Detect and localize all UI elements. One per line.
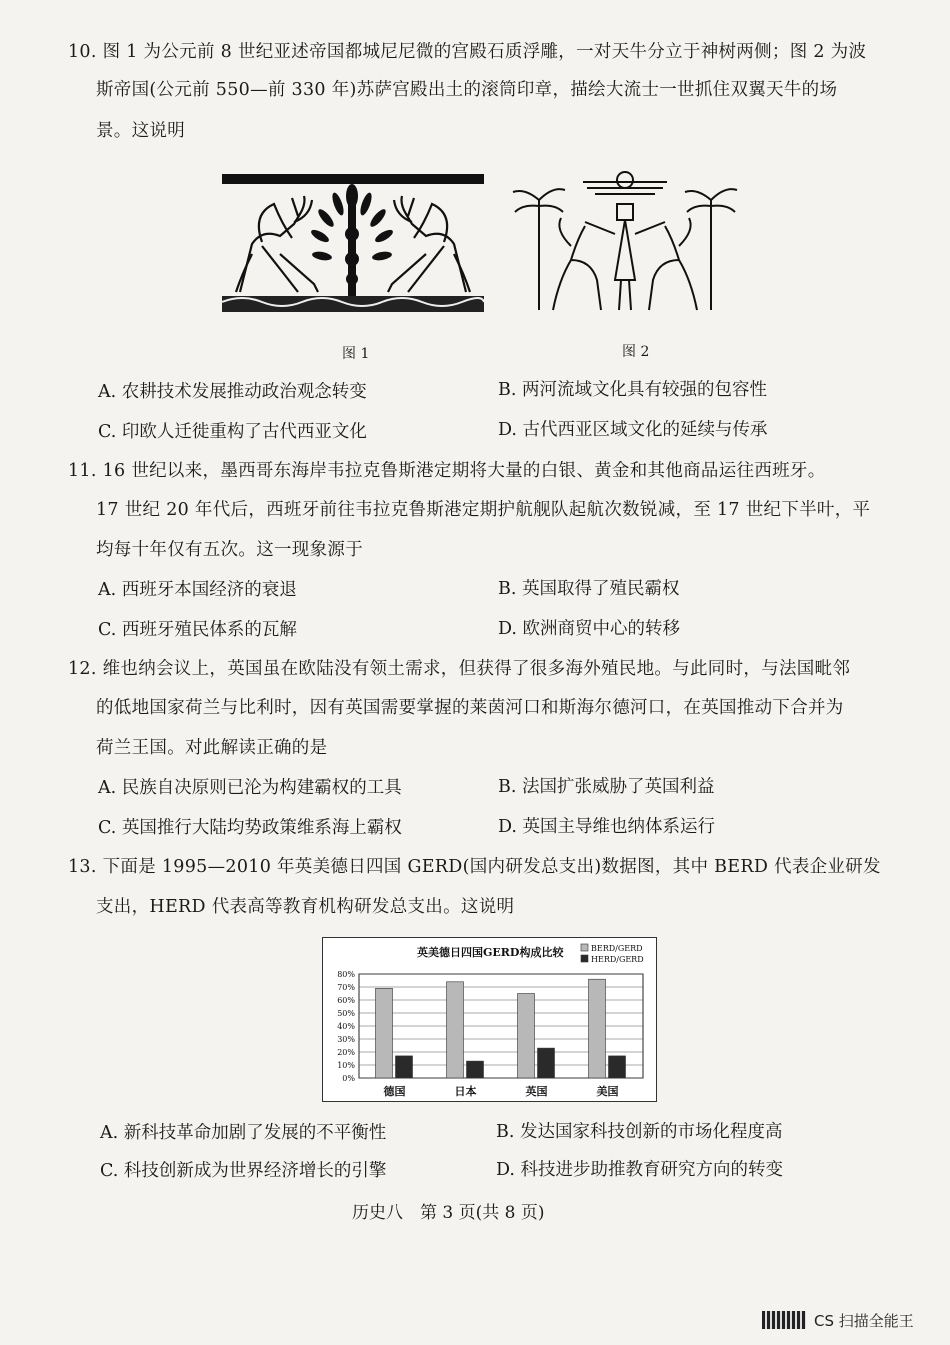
- q11-line-2: 17 世纪 20 年代后，西班牙前往韦拉克鲁斯港定期护航舰队起航次数锐减，至 17 世纪下半叶，平: [96, 500, 871, 520]
- q10-option-b[interactable]: B. 两河流域文化具有较强的包容性: [498, 380, 767, 400]
- q13-option-a[interactable]: A. 新科技革命加剧了发展的不平衡性: [100, 1123, 387, 1143]
- legend-swatch: [581, 944, 588, 951]
- bar-herd-3: [609, 1056, 626, 1078]
- scanner-watermark: CS 扫描全能王: [814, 1312, 914, 1330]
- y-tick-label: 30%: [337, 1035, 355, 1044]
- q10-line-3: 景。这说明: [96, 121, 185, 141]
- y-tick-label: 60%: [337, 996, 355, 1005]
- y-tick-label: 10%: [337, 1061, 355, 1070]
- q10-option-a[interactable]: A. 农耕技术发展推动政治观念转变: [98, 382, 367, 402]
- gerd-bar-chart: [323, 938, 656, 1101]
- q11-option-b[interactable]: B. 英国取得了殖民霸权: [498, 579, 680, 599]
- q11-option-d[interactable]: D. 欧洲商贸中心的转移: [498, 619, 681, 639]
- y-tick-label: 70%: [337, 983, 355, 992]
- figure-2-seal: [505, 160, 741, 316]
- x-tick-label: 美国: [596, 1085, 619, 1098]
- q13-option-c[interactable]: C. 科技创新成为世界经济增长的引擎: [100, 1161, 387, 1181]
- q13-option-d[interactable]: D. 科技进步助推教育研究方向的转变: [496, 1160, 784, 1180]
- q12-option-c[interactable]: C. 英国推行大陆均势政策维系海上霸权: [98, 818, 402, 838]
- legend-label: HERD/GERD: [591, 955, 644, 964]
- q13-line-1: 13. 下面是 1995—2010 年英美德日四国 GERD(国内研发总支出)数据图，其中 BERD 代表企业研发: [68, 857, 881, 877]
- y-tick-label: 80%: [337, 970, 355, 979]
- q11-option-c[interactable]: C. 西班牙殖民体系的瓦解: [98, 620, 297, 640]
- q12-line-3: 荷兰王国。对此解读正确的是: [96, 738, 328, 758]
- page-footer: 历史八 第 3 页(共 8 页): [352, 1203, 545, 1223]
- seal-illustration: [505, 160, 741, 316]
- bar-berd-3: [589, 979, 606, 1078]
- q13-option-b[interactable]: B. 发达国家科技创新的市场化程度高: [496, 1122, 783, 1142]
- figure-2-caption: 图 2: [622, 344, 650, 360]
- gerd-chart: [322, 937, 657, 1102]
- figure-1-relief: [222, 174, 484, 314]
- bar-berd-1: [447, 982, 464, 1078]
- qr-code-icon: [762, 1311, 806, 1329]
- legend-label: BERD/GERD: [591, 944, 643, 953]
- y-tick-label: 50%: [337, 1009, 355, 1018]
- q12-option-d[interactable]: D. 英国主导维也纳体系运行: [498, 817, 716, 837]
- x-tick-label: 英国: [525, 1085, 548, 1098]
- q12-line-2: 的低地国家荷兰与比利时，因有英国需要掌握的莱茵河口和斯海尔德河口，在英国推动下合并为: [96, 698, 844, 718]
- bar-berd-0: [376, 988, 393, 1078]
- chart-legend: [581, 944, 644, 964]
- q10-line-1: 10. 图 1 为公元前 8 世纪亚述帝国都城尼尼微的宫殿石质浮雕，一对天牛分立于神树两侧；图 2 为波: [68, 42, 867, 62]
- figure-1-caption: 图 1: [342, 346, 370, 362]
- q10-option-d[interactable]: D. 古代西亚区域文化的延续与传承: [498, 420, 768, 440]
- q11-line-1: 11. 16 世纪以来，墨西哥东海岸韦拉克鲁斯港定期将大量的白银、黄金和其他商品运往西班牙。: [68, 461, 826, 481]
- q10-option-c[interactable]: C. 印欧人迁徙重构了古代西亚文化: [98, 422, 367, 442]
- q13-line-2: 支出，HERD 代表高等教育机构研发总支出。这说明: [96, 897, 515, 917]
- bar-berd-2: [518, 994, 535, 1079]
- y-tick-label: 0%: [342, 1074, 355, 1083]
- q12-option-a[interactable]: A. 民族自决原则已沦为构建霸权的工具: [98, 778, 402, 798]
- y-tick-label: 20%: [337, 1048, 355, 1057]
- legend-swatch: [581, 955, 588, 962]
- q10-line-2: 斯帝国(公元前 550—前 330 年)苏萨宫殿出土的滚筒印章，描绘大流士一世抓住双翼天牛的场: [96, 80, 838, 100]
- q11-line-3: 均每十年仅有五次。这一现象源于: [96, 540, 363, 560]
- q12-option-b[interactable]: B. 法国扩张威胁了英国利益: [498, 777, 715, 797]
- chart-title: 英美德日四国GERD构成比较: [417, 946, 564, 959]
- x-tick-label: 日本: [454, 1085, 477, 1098]
- x-tick-label: 德国: [383, 1085, 406, 1098]
- relief-illustration: [222, 174, 484, 314]
- y-tick-label: 40%: [337, 1022, 355, 1031]
- bar-herd-0: [396, 1056, 413, 1078]
- q12-line-1: 12. 维也纳会议上，英国虽在欧陆没有领土需求，但获得了很多海外殖民地。与此同时，与法国毗邻: [68, 659, 851, 679]
- bar-herd-1: [467, 1061, 484, 1078]
- q11-option-a[interactable]: A. 西班牙本国经济的衰退: [98, 580, 297, 600]
- bar-herd-2: [538, 1048, 555, 1078]
